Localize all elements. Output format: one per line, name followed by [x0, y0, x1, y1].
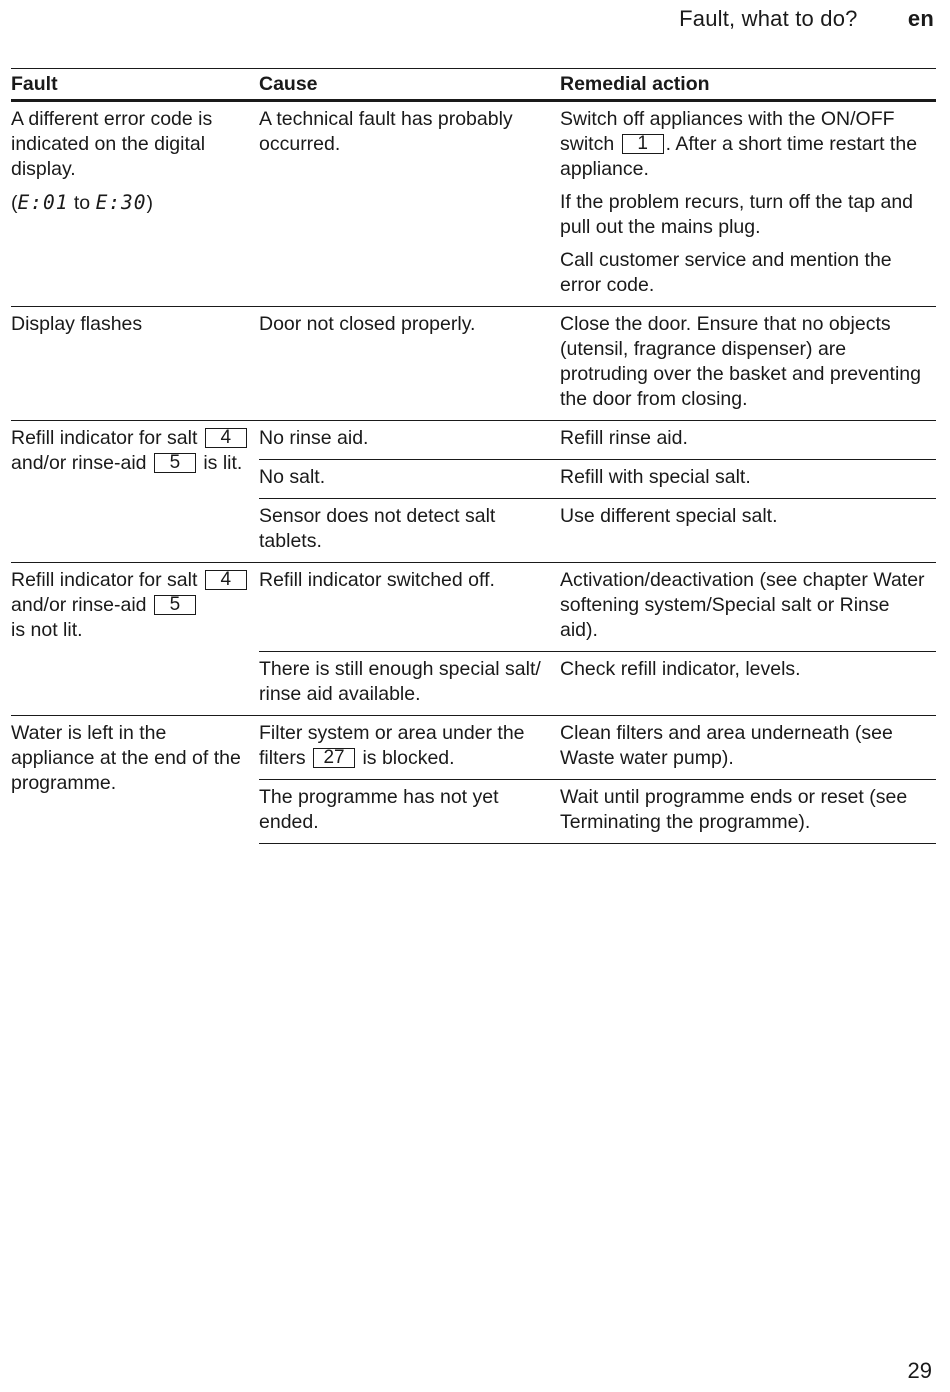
- page-header: [679, 6, 934, 32]
- action-cell: Wait until programme ends or reset (see Terminating the programme).: [560, 780, 936, 844]
- ref-box: 5: [154, 595, 196, 615]
- fault-text: A different error code is indicated on the digital display.: [11, 108, 213, 180]
- fault-cell: Refill indicator for salt 4 and/or rinse-aid 5 is lit.: [11, 421, 259, 563]
- error-code-to: E:30: [95, 191, 147, 214]
- header-action: Remedial action: [560, 73, 710, 95]
- fault-cell: Water is left in the appliance at the end of the programme.: [11, 716, 259, 844]
- ref-box: 1: [622, 134, 664, 154]
- cause-cell: Filter system or area under the filters 27 is blocked.: [259, 716, 560, 780]
- action-cell: Close the door. Ensure that no objects (utensil, fragrance dispenser) are protruding over the basket and preventing the door from closing.: [560, 307, 936, 421]
- action-cell: Refill with special salt.: [560, 460, 936, 499]
- fault-table: [11, 68, 936, 844]
- header-fault: Fault: [11, 73, 58, 95]
- action-cell: Activation/deactivation (see chapter Water softening system/Special salt or Rinse aid).: [560, 563, 936, 652]
- ref-box: 27: [313, 748, 355, 768]
- fault-cell: Refill indicator for salt 4 and/or rinse-aid 5 is not lit.: [11, 563, 259, 716]
- action-text: If the problem recurs, turn off the tap and pull out the mains plug.: [560, 191, 914, 238]
- fault-cell: [11, 101, 259, 307]
- cause-cell: There is still enough special salt/ rinse aid available.: [259, 652, 560, 716]
- cause-cell: Refill indicator switched off.: [259, 563, 560, 652]
- action-cell: Refill rinse aid.: [560, 421, 936, 460]
- code-to-word: to: [68, 192, 96, 214]
- cause-cell: Sensor does not detect salt tablets.: [259, 499, 560, 563]
- language-code: en: [907, 6, 934, 31]
- action-cell: Clean filters and area underneath (see Waste water pump).: [560, 716, 936, 780]
- table-row: [11, 716, 936, 780]
- ref-box: 4: [205, 428, 247, 448]
- page-number: 29: [907, 1358, 932, 1383]
- table-row: [11, 307, 936, 421]
- ref-box: 4: [205, 570, 247, 590]
- cause-cell: Door not closed properly.: [259, 307, 560, 421]
- header-cause: Cause: [259, 73, 318, 95]
- error-code-from: E:01: [17, 191, 69, 214]
- action-text: Switch off appliances with the ON/OFF switch 1 . After a short time restart the appliance.: [560, 108, 918, 180]
- cause-cell: No salt.: [259, 460, 560, 499]
- paren-close: ): [146, 192, 154, 214]
- table-header-row: [11, 69, 936, 101]
- cause-cell: A technical fault has probably occurred.: [259, 108, 513, 155]
- action-cell: Use different special salt.: [560, 499, 936, 563]
- cause-cell: No rinse aid.: [259, 421, 560, 460]
- table-row: [11, 563, 936, 652]
- table-row: [11, 421, 936, 460]
- error-code-range: [11, 190, 253, 216]
- action-cell: [560, 101, 936, 307]
- paren-open: (: [11, 192, 18, 214]
- section-title: Fault, what to do?: [679, 6, 858, 31]
- table-row: [11, 101, 936, 307]
- ref-box: 5: [154, 453, 196, 473]
- fault-cell: Display flashes: [11, 307, 259, 421]
- cause-cell: The programme has not yet ended.: [259, 780, 560, 844]
- action-cell: Check refill indicator, levels.: [560, 652, 936, 716]
- action-text: Call customer service and mention the error code.: [560, 249, 892, 296]
